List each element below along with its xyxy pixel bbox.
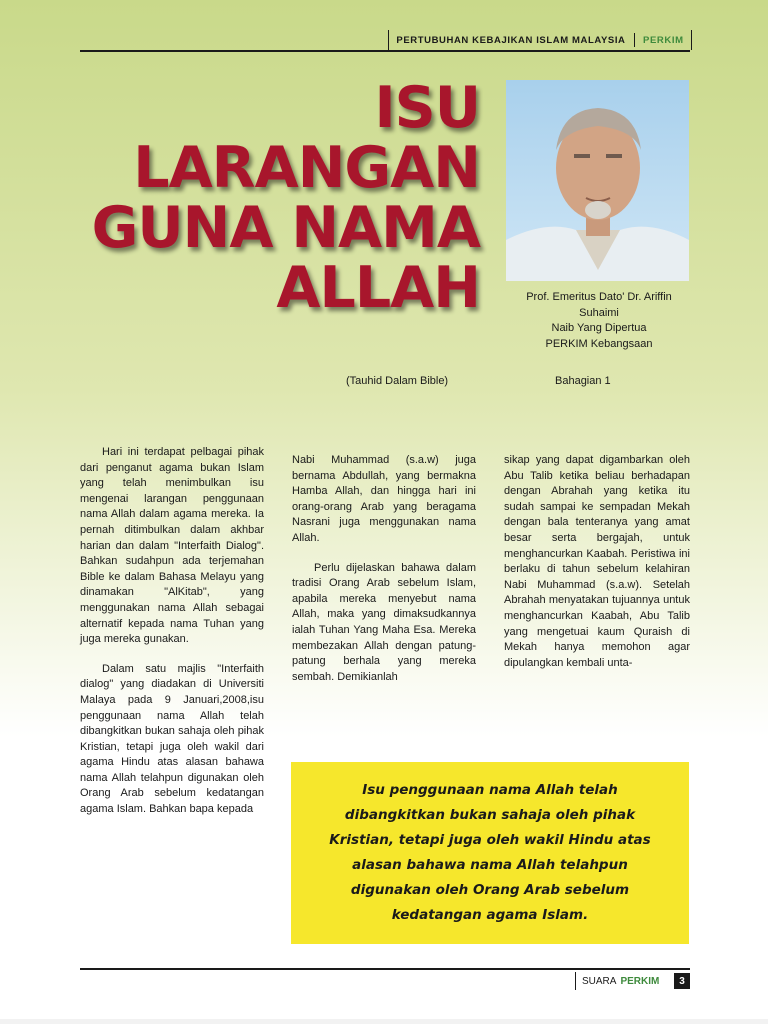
- body-paragraph: Perlu dijelaskan bahawa dalam tradisi Orang Arab sebelum Islam, apabila mereka menyebut nama Allah, maka yang dimaksudkannya ialah Tuhan Yang Maha Esa. Mereka membezakan Allah dengan patung-patung berhala yang mereka sembah. Demikianlah: [292, 561, 476, 683]
- author-portrait-image: [506, 80, 689, 281]
- footer-rule: [80, 968, 690, 970]
- author-photo: [506, 80, 689, 281]
- pull-quote-text: Isu penggunaan nama Allah telah dibangkitkan bukan sahaja oleh pihak Kristian, tetapi juga oleh wakil Hindu atas alasan bahawa nama Allah telahpun digunakan oleh Orang Arab sebelum kedatangan agama Islam.: [329, 782, 651, 923]
- body-paragraph: Hari ini terdapat pelbagai pihak dari penganut agama bukan Islam yang telah menimbulkan isu mengenai larangan penggunaan nama Allah dalam agama mereka. Ia pernah ditimbulkan dalam akhbar harian dan dalam "Interfaith Dialog". Bahkan sudahpun ada terjemahan Bible ke dalam Bahasa Melayu yang dinamakan "AlKitab", yang menggunakan nama Allah sebagai alternatif kepada nama Tuhan yang juga mereka gunakan.: [80, 446, 264, 646]
- page-number: 3: [674, 973, 690, 989]
- page-footer: [575, 972, 690, 990]
- title-line-2: LARANGAN: [133, 135, 480, 201]
- article-subtitle: (Tauhid Dalam Bible): [346, 375, 449, 387]
- header-rule: [80, 50, 690, 52]
- pull-quote-box: [291, 762, 689, 944]
- masthead: [388, 30, 692, 50]
- author-name-line-2: Suhaimi: [579, 306, 619, 319]
- body-column-2: [292, 453, 476, 699]
- author-caption: [498, 290, 700, 352]
- body-column-1: [80, 445, 264, 832]
- part-label: Bahagian 1: [555, 375, 611, 387]
- body-paragraph: Nabi Muhammad (s.a.w) juga bernama Abdullah, yang bermakna Hamba Allah, dan hingga hari ini orang-orang Arab yang beragama Nasrani juga menggunakan nama Allah.: [292, 454, 476, 544]
- masthead-org: PERTUBUHAN KEBAJIKAN ISLAM MALAYSIA: [396, 34, 626, 46]
- body-column-3: [504, 453, 690, 685]
- article-title: [70, 75, 480, 321]
- title-line-1: ISU: [374, 75, 480, 141]
- footer-brand: PERKIM: [620, 975, 660, 987]
- masthead-divider: [634, 33, 636, 47]
- author-position: Naib Yang Dipertua: [551, 322, 647, 334]
- body-paragraph: sikap yang dapat digambarkan oleh Abu Talib ketika beliau berhadapan dengan Abrahah yang ketika itu sudah sampai ke sempadan Mekah dengan bala tenteranya yang amat besar serta bergajah, untuk menghancurkan Kaabah. Peristiwa ini berlaku di tahun sebelum kelahiran Nabi Muhammad (s.a.w). Setelah Abrahah menyatakan tujuannya untuk menghancurkan Kaabah, Abu Talib yang mengetuai kaum Quraish di Mekah hanya memohon agar dipulangkan kembali unta-: [504, 454, 690, 669]
- masthead-brand: PERKIM: [643, 34, 684, 46]
- footer-magazine: SUARA: [582, 975, 617, 987]
- author-name-line-1: Prof. Emeritus Dato' Dr. Ariffin: [526, 291, 672, 303]
- page-edge: [0, 1019, 768, 1024]
- body-paragraph: Dalam satu majlis "Interfaith dialog" yang diadakan di Universiti Malaya pada 9 Januari,2008,isu penggunaan nama Allah telah dibangkitkan bukan sahaja oleh pihak Kristian, tetapi juga oleh wakil dari agama Hindu atas alasan bahawa nama Allah telahpun digunakan oleh Orang Arab sebelum kedatangan agama Islam. Bahkan bapa kepada: [80, 662, 264, 816]
- author-organization: PERKIM Kebangsaan: [545, 337, 653, 350]
- title-line-3: GUNA NAMA: [91, 195, 480, 261]
- title-line-4: ALLAH: [276, 255, 480, 321]
